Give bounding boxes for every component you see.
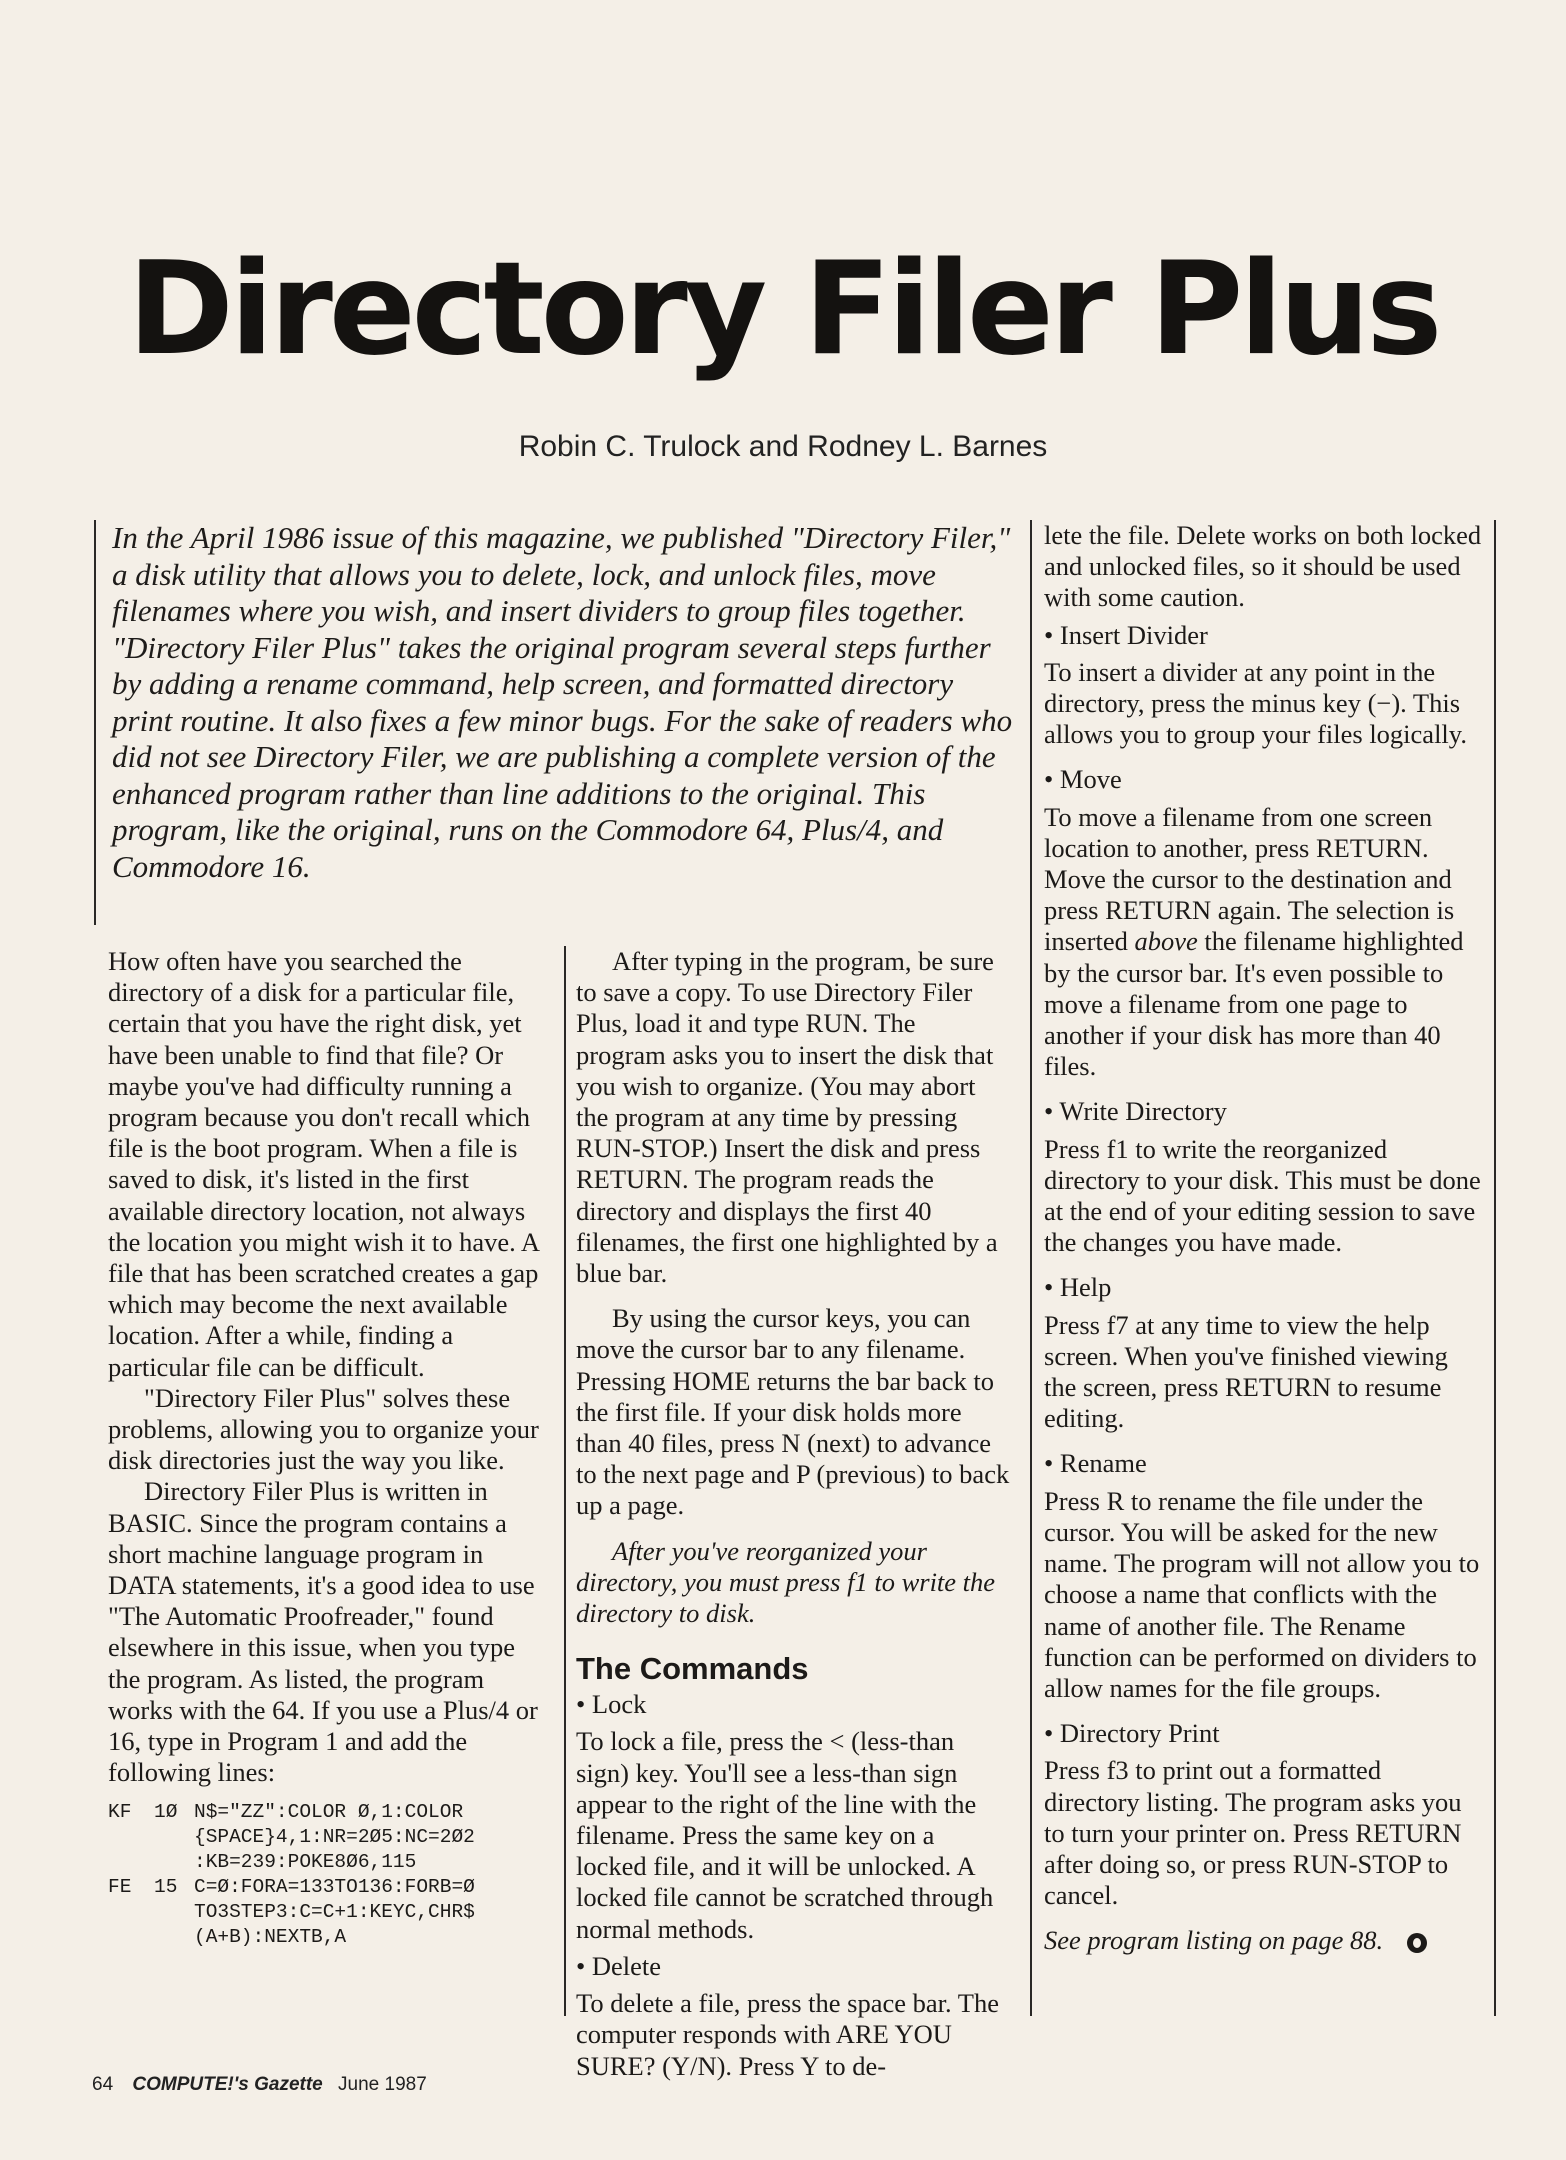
see-listing <box>1044 1925 1482 1956</box>
end-of-article-icon <box>1407 1933 1427 1953</box>
divider-label: • Insert Divider <box>1044 619 1208 650</box>
article-intro: In the April 1986 issue of this magazine, we published "Directory Filer," a disk utility that allows you to delete, lock, and unlock files, move filenames where you wish, and insert dividers to group files together. "Directory Filer Plus" takes the original program several steps further by adding a rename command, help screen, and formatted directory print routine. It also fixes a few minor bugs. For the sake of readers who did not see Directory Filer, we are publishing a complete version of the enhanced program rather than line additions to the original. This program, like the original, runs on the Commodore 64, Plus/4, and Commodore 16. <box>112 520 1013 884</box>
delete-label: • Delete <box>576 1950 662 1981</box>
page-footer <box>92 2074 427 2096</box>
write-text: Press f1 to write the reorganized directory to your disk. This must be done at the end of your editing session to save the changes you have made. <box>1044 1133 1481 1258</box>
column1-paragraph-3: Directory Filer Plus is written in BASIC. Since the program contains a short machine language program in DATA statements, it's a good idea to use "The Automatic Proofreader," found elsewhere in this issue, when you type the program. As listed, the program works with the 64. If you use a Plus/4 or 16, type in Program 1 and add the following lines: <box>108 1476 538 1788</box>
move-label: • Move <box>1044 764 1122 795</box>
see-listing-text: See program listing on page 88. <box>1044 1925 1384 1956</box>
code-line <box>108 1800 545 1875</box>
code-listing <box>108 1800 545 1950</box>
code-line <box>108 1875 545 1950</box>
help-label: • Help <box>1044 1272 1112 1303</box>
rename-label: • Rename <box>1044 1448 1147 1479</box>
column-3 <box>1044 520 1482 1957</box>
code-checksum: FE <box>108 1876 132 1899</box>
issue-date: June 1987 <box>338 2074 427 2095</box>
print-text: Press f3 to print out a formatted directory listing. The program asks you to turn your printer on. Press RETURN after doing so, or press RUN-STOP to cancel. <box>1044 1755 1462 1911</box>
column-rule-right <box>1494 520 1496 2016</box>
code-line-number: 1Ø <box>154 1801 178 1824</box>
code-checksum: KF <box>108 1801 132 1824</box>
column-rule-2 <box>1030 520 1032 2016</box>
column1-paragraph-1: How often have you searched the directory of a disk for a particular file, certain that you have the right disk, yet have been unable to find that file? Or maybe you've had difficulty running a program because you don't recall which file is the boot program. When a file is saved to disk, it's listed in the first available directory location, not always the location you might wish it to have. A file that has been scratched creates a gap which may become the next available location. After a while, finding a particular file can be difficult. <box>108 946 539 1382</box>
column2-paragraph-1: After typing in the program, be sure to save a copy. To use Directory Filer Plus, load it and type RUN. The program asks you to insert the disk that you wish to organize. (You may abort the program at any time by pressing RUN-STOP.) Insert the disk and press RETURN. The program reads the directory and displays the first 40 filenames, the first one highlighted by a blue bar. <box>576 946 998 1289</box>
column1-paragraph-2: "Directory Filer Plus" solves these problems, allowing you to organize your disk directories just the way you like. <box>108 1382 539 1476</box>
divider-text: To insert a divider at any point in the directory, press the minus key (−). This allows you to group your files logically. <box>1044 656 1467 750</box>
column-rule-1 <box>564 946 566 2016</box>
move-text-part: To move a filename from one screen location to another, press RETURN. Move the cursor to the destination and press RETURN again. The selection is inserted <box>1044 801 1455 957</box>
lock-label: • Lock <box>576 1689 647 1720</box>
article-byline: Robin C. Trulock and Rodney L. Barnes <box>518 430 1048 463</box>
code-text: C=Ø:FORA=133TO136:FORB=Ø TO3STEP3:C=C+1:KEYC,CHR$ (A+B):NEXTB,A <box>194 1876 487 1949</box>
column-2 <box>576 946 1011 2082</box>
article-title: Directory Filer Plus <box>127 235 1439 384</box>
help-text: Press f7 at any time to view the help screen. When you've finished viewing the screen, press RETURN to resume editing. <box>1044 1309 1448 1434</box>
move-text-emphasis: above <box>1134 926 1198 957</box>
write-label: • Write Directory <box>1044 1096 1227 1127</box>
intro-left-rule <box>94 520 96 925</box>
code-line-number: 15 <box>154 1876 178 1899</box>
move-text <box>1044 802 1482 1083</box>
print-label: • Directory Print <box>1044 1718 1220 1749</box>
page-number: 64 <box>92 2074 114 2095</box>
delete-text-continued: lete the file. Delete works on both locked and unlocked files, so it should be used with some caution. <box>1044 520 1482 613</box>
column2-reminder: After you've reorganized your directory, you must press f1 to write the directory to disk. <box>576 1535 996 1629</box>
code-text: N$="ZZ":COLOR Ø,1:COLOR {SPACE}4,1:NR=2Ø5:NC=2Ø2 :KB=239:POKE8Ø6,115 <box>194 1801 487 1874</box>
magazine-name: COMPUTE!'s Gazette <box>132 2074 323 2095</box>
move-text-part: the filename highlighted by the cursor bar. It's even possible to move a filename from one page to another if your disk has more than 40 files. <box>1044 926 1464 1082</box>
column2-paragraph-2: By using the cursor keys, you can move the cursor bar to any filename. Pressing HOME returns the bar back to the first file. If your disk holds more than 40 files, press N (next) to advance to the next page and P (previous) to back up a page. <box>576 1303 1010 1521</box>
lock-text: To lock a file, press the < (less-than sign) key. You'll see a less-than sign appear to the right of the line with the filename. Press the same key on a locked file, and it will be unlocked. A locked file cannot be scratched through normal methods. <box>576 1726 994 1944</box>
delete-text: To delete a file, press the space bar. The computer responds with ARE YOU SURE? (Y/N). Press Y to de- <box>576 1988 999 2081</box>
commands-heading: The Commands <box>576 1651 809 1687</box>
column-1 <box>108 946 545 1950</box>
rename-text: Press R to rename the file under the cursor. You will be asked for the new name. The program will not allow you to choose a name that conflicts with the name of another file. The Rename function can be performed on dividers to allow names for the file groups. <box>1044 1485 1480 1703</box>
